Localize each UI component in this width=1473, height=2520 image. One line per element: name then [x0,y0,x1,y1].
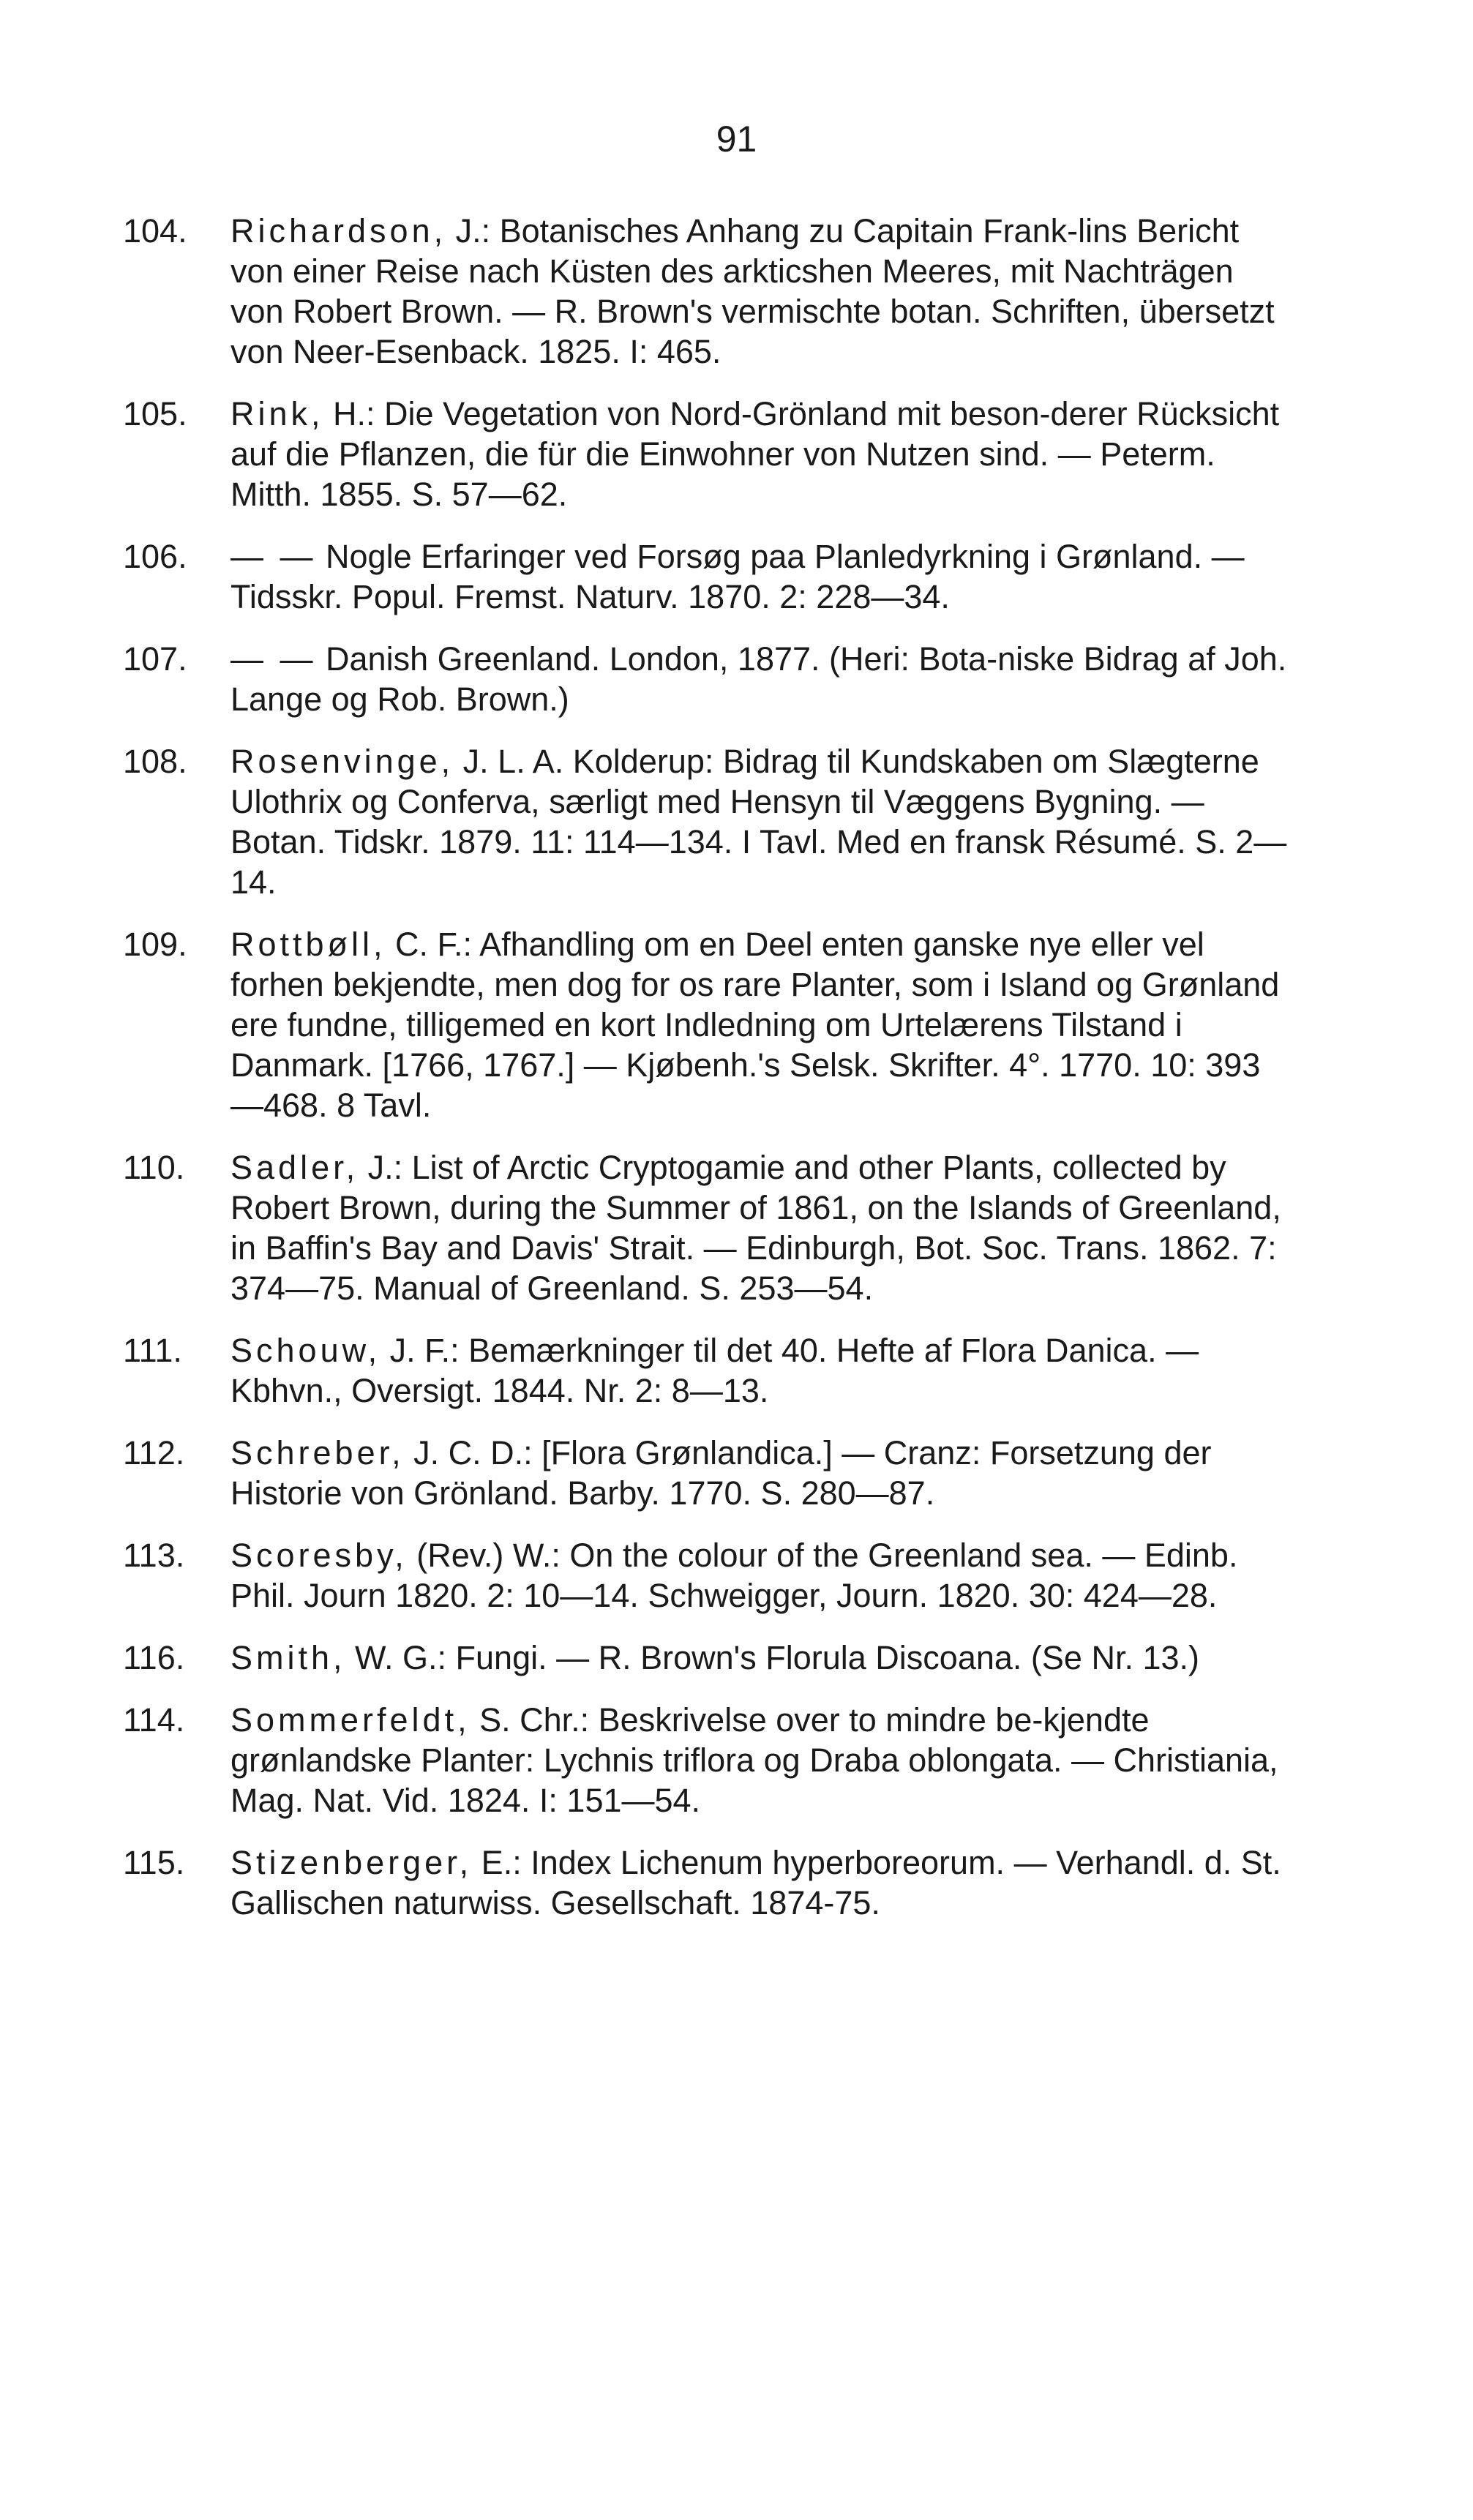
entry-author: Sadler, [230,1149,359,1186]
bibliography-entry [123,1638,1288,1678]
entry-number: 107. [123,640,187,678]
entry-text [230,1842,1288,1923]
entry-number: 104. [123,212,187,250]
entry-author: Scoresby, [230,1537,408,1574]
entry-number: 114. [123,1701,185,1739]
entry-body: S. Chr.: Beskrivelse over to mindre be-kjendte grønlandske Planter: Lychnis triflora og Draba oblongata. — Christiania, Mag. Nat. Vid. 1824. I: 151—54. [230,1701,1278,1819]
entry-number: 111. [123,1332,182,1369]
entry-body: Danish Greenland. London, 1877. (Heri: Bota-niske Bidrag af Joh. Lange og Rob. Brown.) [230,640,1287,718]
bibliography-list [123,211,1288,1945]
entry-number: 113. [123,1537,185,1574]
entry-body: W. G.: Fungi. — R. Brown's Florula Discoana. (Se Nr. 13.) [345,1639,1199,1676]
entry-text [230,1700,1288,1820]
entry-author: Stizenberger, [230,1844,473,1881]
entry-text [230,1535,1288,1616]
bibliography-entry [123,211,1288,372]
entry-author: Schreber, [230,1434,405,1471]
entry-body: Nogle Erfaringer ved Forsøg paa Planledyrkning i Grønland. — Tidsskr. Popul. Fremst. Naturv. 1870. 2: 228—34. [230,538,1245,615]
entry-author: Sommerfeldt, [230,1701,471,1739]
entry-number: 109. [123,926,187,963]
entry-author: Rink, [230,395,324,432]
entry-body: J.: List of Arctic Cryptogamie and other Plants, collected by Robert Brown, during the Summer of 1861, on the Islands of Greenland, in Baffin's Bay and Davis' Strait. — Edinburgh, Bot. Soc. Trans. 1862. 7: 374—75. Manual of Greenland. S. 253—54. [230,1149,1281,1307]
bibliography-entry [123,1330,1288,1411]
entry-number: 112. [123,1434,185,1471]
entry-text [230,1147,1288,1308]
bibliography-entry [123,1842,1288,1923]
entry-number: 110. [123,1149,185,1186]
entry-text [230,1330,1288,1411]
entry-body: J. C. D.: [Flora Grønlandica.] — Cranz: Forsetzung der Historie von Grönland. Barby. 1770. S. 280—87. [230,1434,1212,1512]
entry-author: — — [230,640,317,678]
page-number: 91 [716,119,757,160]
entry-body: C. F.: Afhandling om en Deel enten ganske nye eller vel forhen bekjendte, men dog for os rare Planter, som i Island og Grønland ere fundne, tilligemed en kort Indledning om Urtelærens Tilstand i Danmark. [1766, 1767.] — Kjøbenh.'s Selsk. Skrifter. 4°. 1770. 10: 393—468. 8 Tavl. [230,926,1280,1124]
entry-body: (Rev.) W.: On the colour of the Greenland sea. — Edinb. Phil. Journ 1820. 2: 10—14. Schweigger, Journ. 1820. 30: 424—28. [230,1537,1238,1614]
entry-author: — — [230,538,317,575]
entry-text [230,536,1288,617]
bibliography-entry [123,924,1288,1125]
entry-author: Richardson, [230,212,447,250]
entry-text [230,211,1288,372]
entry-body: J. L. A. Kolderup: Bidrag til Kundskaben om Slægterne Ulothrix og Conferva, særligt med Hensyn til Væggens Bygning. — Botan. Tidskr. 1879. 11: 114—134. I Tavl. Med en fransk Résumé. S. 2—14. [230,743,1287,901]
entry-body: J.: Botanisches Anhang zu Capitain Frank-lins Bericht von einer Reise nach Küsten des arkticshen Meeres, mit Nachträgen von Robert Brown. — R. Brown's vermischte botan. Schriften, übersetzt von Neer-Esenback. 1825. I: 465. [230,212,1275,370]
entry-author: Schouw, [230,1332,381,1369]
entry-author: Smith, [230,1639,346,1676]
entry-number: 108. [123,743,187,780]
entry-author: Rosenvinge, [230,743,454,780]
entry-text [230,741,1288,902]
bibliography-entry [123,639,1288,719]
entry-body: E.: Index Lichenum hyperboreorum. — Verhandl. d. St. Gallischen naturwiss. Gesellschaft. 1874-75. [230,1844,1281,1921]
entry-number: 115. [123,1844,185,1881]
entry-text [230,1638,1288,1678]
entry-number: 106. [123,538,187,575]
bibliography-entry [123,1147,1288,1308]
bibliography-entry [123,536,1288,617]
entry-text [230,639,1288,719]
entry-number: 116. [123,1639,185,1676]
entry-body: J. F.: Bemærkninger til det 40. Hefte af Flora Danica. — Kbhvn., Oversigt. 1844. Nr. 2: 8—13. [230,1332,1199,1409]
entry-number: 105. [123,395,187,432]
bibliography-entry [123,394,1288,514]
bibliography-entry [123,741,1288,902]
bibliography-entry [123,1535,1288,1616]
entry-text [230,1433,1288,1513]
entry-text [230,394,1288,514]
bibliography-entry [123,1700,1288,1820]
entry-text [230,924,1288,1125]
bibliography-entry [123,1433,1288,1513]
entry-author: Rottbøll, [230,926,386,963]
entry-body: H.: Die Vegetation von Nord-Grönland mit beson-derer Rücksicht auf die Pflanzen, die für die Einwohner von Nutzen sind. — Peterm. Mitth. 1855. S. 57—62. [230,395,1280,513]
